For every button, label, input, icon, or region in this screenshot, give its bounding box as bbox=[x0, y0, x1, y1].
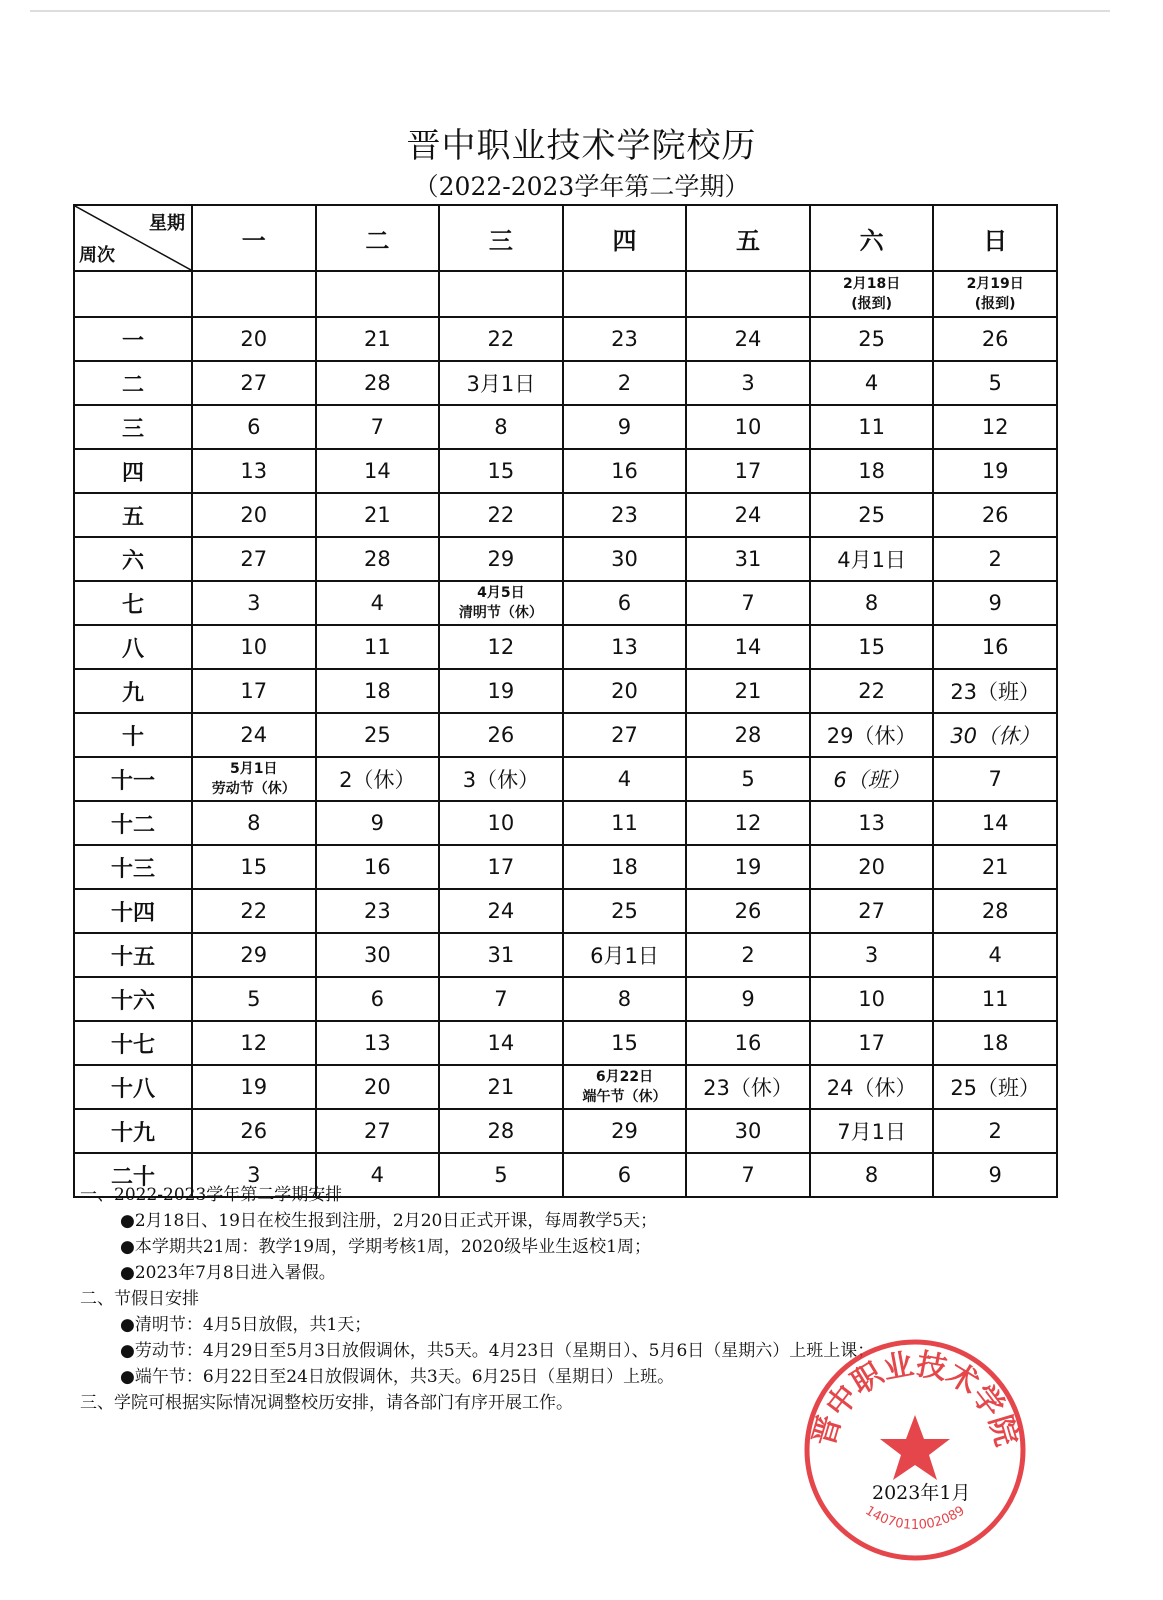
day-cell: 29 bbox=[439, 537, 563, 581]
day-cell: 3（休） bbox=[439, 757, 563, 801]
week-row bbox=[74, 977, 1057, 1021]
day-cell: 6 bbox=[316, 977, 440, 1021]
day-cell: 17 bbox=[192, 669, 316, 713]
day-cell: 23 bbox=[563, 317, 687, 361]
day-cell: 24 bbox=[439, 889, 563, 933]
week-number: 二十 bbox=[74, 1153, 192, 1197]
day-cell bbox=[686, 271, 810, 317]
week-row bbox=[74, 537, 1057, 581]
day-cell: 23（班） bbox=[933, 669, 1057, 713]
day-cell: 27 bbox=[316, 1109, 440, 1153]
week-number: 三 bbox=[74, 405, 192, 449]
day-cell: 21 bbox=[933, 845, 1057, 889]
week-number: 十九 bbox=[74, 1109, 192, 1153]
day-cell: 13 bbox=[563, 625, 687, 669]
day-cell: 30 bbox=[563, 537, 687, 581]
holiday-label: 5月1日 bbox=[230, 761, 278, 777]
weekday-sun: 日 bbox=[933, 205, 1057, 271]
day-cell bbox=[563, 271, 687, 317]
notes-bullet: ●2月18日、19日在校生报到注册，2月20日正式开课，每周教学5天； bbox=[120, 1211, 658, 1231]
week-number: 十一 bbox=[74, 757, 192, 801]
page-title: 晋中职业技术学院校历 bbox=[406, 126, 757, 166]
day-cell: 3 bbox=[810, 933, 934, 977]
weekday-fri: 五 bbox=[686, 205, 810, 271]
day-cell bbox=[192, 271, 316, 317]
registration-sun-date: 2月19日 bbox=[966, 276, 1024, 292]
day-cell: 19 bbox=[686, 845, 810, 889]
corner-weekday-label: 星期 bbox=[149, 213, 185, 234]
day-cell: 29 bbox=[192, 933, 316, 977]
day-cell: 27 bbox=[810, 889, 934, 933]
day-cell: 18 bbox=[810, 449, 934, 493]
notes-bullet: ●2023年7月8日进入暑假。 bbox=[120, 1263, 336, 1283]
week-number: 六 bbox=[74, 537, 192, 581]
day-cell: 14 bbox=[686, 625, 810, 669]
day-cell: 5 bbox=[686, 757, 810, 801]
registration-week-cell bbox=[74, 271, 192, 317]
weekday-sat: 六 bbox=[810, 205, 934, 271]
day-cell: 20 bbox=[316, 1065, 440, 1109]
day-cell: 20 bbox=[192, 493, 316, 537]
day-cell: 31 bbox=[686, 537, 810, 581]
day-cell: 17 bbox=[810, 1021, 934, 1065]
day-cell: 21 bbox=[316, 317, 440, 361]
calendar-table bbox=[73, 204, 1058, 1198]
weekday-header-row bbox=[74, 205, 1057, 271]
day-cell: 22 bbox=[810, 669, 934, 713]
day-cell: 10 bbox=[686, 405, 810, 449]
day-cell: 30（休） bbox=[933, 713, 1057, 757]
day-cell: 15 bbox=[192, 845, 316, 889]
week-row bbox=[74, 581, 1057, 625]
day-cell: 16 bbox=[316, 845, 440, 889]
day-cell: 3月1日 bbox=[439, 361, 563, 405]
week-row bbox=[74, 713, 1057, 757]
week-number: 十四 bbox=[74, 889, 192, 933]
day-cell: 17 bbox=[686, 449, 810, 493]
week-row bbox=[74, 317, 1057, 361]
day-cell: 12 bbox=[933, 405, 1057, 449]
day-cell: 25 bbox=[563, 889, 687, 933]
day-cell: 8 bbox=[439, 405, 563, 449]
holiday-label: 4月5日 bbox=[477, 585, 525, 601]
day-cell: 25 bbox=[316, 713, 440, 757]
day-cell: 22 bbox=[439, 493, 563, 537]
day-cell: 21 bbox=[439, 1065, 563, 1109]
day-cell: 20 bbox=[810, 845, 934, 889]
seal-code-text: 1407011002089 bbox=[862, 1503, 968, 1533]
day-cell: 15 bbox=[563, 1021, 687, 1065]
day-cell: 16 bbox=[563, 449, 687, 493]
day-cell: 8 bbox=[810, 581, 934, 625]
corner-week-label: 周次 bbox=[79, 245, 115, 266]
day-cell: 4 bbox=[810, 361, 934, 405]
week-number: 十八 bbox=[74, 1065, 192, 1109]
day-cell: 8 bbox=[810, 1153, 934, 1197]
day-cell: 25（班） bbox=[933, 1065, 1057, 1109]
day-cell: 27 bbox=[192, 361, 316, 405]
day-cell: 2 bbox=[933, 1109, 1057, 1153]
day-cell bbox=[192, 757, 316, 801]
day-cell: 3 bbox=[192, 581, 316, 625]
day-cell: 10 bbox=[439, 801, 563, 845]
holiday-label: 清明节（休） bbox=[458, 605, 543, 621]
day-cell: 6 bbox=[192, 405, 316, 449]
week-number: 二 bbox=[74, 361, 192, 405]
day-cell: 4 bbox=[316, 1153, 440, 1197]
day-cell: 26 bbox=[933, 493, 1057, 537]
day-cell: 22 bbox=[439, 317, 563, 361]
day-cell: 2（休） bbox=[316, 757, 440, 801]
day-cell: 26 bbox=[439, 713, 563, 757]
week-row bbox=[74, 493, 1057, 537]
day-cell: 31 bbox=[439, 933, 563, 977]
day-cell: 9 bbox=[933, 1153, 1057, 1197]
week-number: 十三 bbox=[74, 845, 192, 889]
week-row bbox=[74, 449, 1057, 493]
corner-cell bbox=[74, 205, 192, 271]
day-cell: 5 bbox=[439, 1153, 563, 1197]
day-cell: 27 bbox=[563, 713, 687, 757]
holiday-label: 端午节（休） bbox=[582, 1089, 667, 1105]
day-cell: 24 bbox=[686, 493, 810, 537]
issue-date: 2023年1月 bbox=[872, 1482, 971, 1504]
day-cell: 26 bbox=[686, 889, 810, 933]
week-row bbox=[74, 845, 1057, 889]
day-cell: 9 bbox=[933, 581, 1057, 625]
week-number: 十六 bbox=[74, 977, 192, 1021]
notes-heading-2: 二、节假日安排 bbox=[80, 1289, 199, 1309]
day-cell: 4 bbox=[563, 757, 687, 801]
day-cell bbox=[439, 581, 563, 625]
day-cell: 6 bbox=[563, 1153, 687, 1197]
day-cell: 12 bbox=[439, 625, 563, 669]
day-cell: 11 bbox=[810, 405, 934, 449]
day-cell: 21 bbox=[316, 493, 440, 537]
day-cell: 7 bbox=[686, 1153, 810, 1197]
day-cell: 13 bbox=[810, 801, 934, 845]
notes-bullet: ●清明节：4月5日放假，共1天； bbox=[120, 1315, 372, 1335]
day-cell: 9 bbox=[686, 977, 810, 1021]
weekday-wed: 三 bbox=[439, 205, 563, 271]
notes-heading-3: 三、学院可根据实际情况调整校历安排，请各部门有序开展工作。 bbox=[80, 1393, 573, 1413]
day-cell: 7月1日 bbox=[810, 1109, 934, 1153]
day-cell bbox=[563, 1065, 687, 1109]
week-number: 一 bbox=[74, 317, 192, 361]
day-cell: 29 bbox=[563, 1109, 687, 1153]
week-number: 八 bbox=[74, 625, 192, 669]
day-cell: 9 bbox=[563, 405, 687, 449]
day-cell: 9 bbox=[316, 801, 440, 845]
day-cell: 14 bbox=[439, 1021, 563, 1065]
day-cell: 3 bbox=[686, 361, 810, 405]
day-cell: 27 bbox=[192, 537, 316, 581]
week-number: 十五 bbox=[74, 933, 192, 977]
day-cell: 13 bbox=[316, 1021, 440, 1065]
day-cell: 2 bbox=[686, 933, 810, 977]
day-cell: 28 bbox=[439, 1109, 563, 1153]
day-cell: 30 bbox=[316, 933, 440, 977]
day-cell: 30 bbox=[686, 1109, 810, 1153]
day-cell: 7 bbox=[316, 405, 440, 449]
notes-bullet: ●劳动节：4月29日至5月3日放假调休，共5天。4月23日（星期日）、5月6日（星期六）上班上课； bbox=[120, 1341, 875, 1361]
registration-sat-note: (报到) bbox=[851, 296, 892, 312]
seal-name-text: 晋中职业技术学院 bbox=[806, 1346, 1024, 1451]
registration-sat-date: 2月18日 bbox=[842, 276, 901, 292]
day-cell: 13 bbox=[192, 449, 316, 493]
notes-bullet: ●本学期共21周：教学19周，学期考核1周，2020级毕业生返校1周； bbox=[120, 1237, 651, 1257]
week-number: 七 bbox=[74, 581, 192, 625]
week-number: 五 bbox=[74, 493, 192, 537]
weekday-mon: 一 bbox=[192, 205, 316, 271]
day-cell: 28 bbox=[316, 537, 440, 581]
day-cell: 11 bbox=[316, 625, 440, 669]
holiday-label: 劳动节（休） bbox=[211, 781, 296, 797]
day-cell: 28 bbox=[686, 713, 810, 757]
page-subtitle: （2022-2023学年第二学期） bbox=[413, 172, 750, 201]
holiday-label: 6月22日 bbox=[595, 1069, 654, 1085]
day-cell: 22 bbox=[192, 889, 316, 933]
day-cell: 19 bbox=[933, 449, 1057, 493]
day-cell: 12 bbox=[686, 801, 810, 845]
week-number: 四 bbox=[74, 449, 192, 493]
week-row bbox=[74, 361, 1057, 405]
registration-row bbox=[74, 271, 1057, 317]
day-cell bbox=[316, 271, 440, 317]
day-cell: 7 bbox=[439, 977, 563, 1021]
day-cell: 18 bbox=[316, 669, 440, 713]
day-cell: 24 bbox=[686, 317, 810, 361]
day-cell: 23 bbox=[316, 889, 440, 933]
day-cell: 2 bbox=[563, 361, 687, 405]
day-cell: 15 bbox=[810, 625, 934, 669]
week-number: 十二 bbox=[74, 801, 192, 845]
week-row bbox=[74, 801, 1057, 845]
day-cell: 2 bbox=[933, 537, 1057, 581]
day-cell: 8 bbox=[563, 977, 687, 1021]
registration-sun-cell bbox=[933, 271, 1057, 317]
day-cell: 14 bbox=[933, 801, 1057, 845]
day-cell: 16 bbox=[686, 1021, 810, 1065]
official-seal bbox=[800, 1335, 1030, 1565]
day-cell: 10 bbox=[192, 625, 316, 669]
day-cell: 20 bbox=[192, 317, 316, 361]
scan-edge-line bbox=[30, 10, 1110, 12]
day-cell: 29（休） bbox=[810, 713, 934, 757]
day-cell: 4 bbox=[933, 933, 1057, 977]
day-cell: 14 bbox=[316, 449, 440, 493]
week-row bbox=[74, 757, 1057, 801]
week-row bbox=[74, 1021, 1057, 1065]
day-cell: 25 bbox=[810, 493, 934, 537]
week-row bbox=[74, 405, 1057, 449]
day-cell: 24（休） bbox=[810, 1065, 934, 1109]
day-cell: 25 bbox=[810, 317, 934, 361]
day-cell: 16 bbox=[933, 625, 1057, 669]
week-row bbox=[74, 669, 1057, 713]
weekday-tue: 二 bbox=[316, 205, 440, 271]
day-cell: 3 bbox=[192, 1153, 316, 1197]
week-row bbox=[74, 889, 1057, 933]
day-cell: 7 bbox=[686, 581, 810, 625]
day-cell: 19 bbox=[439, 669, 563, 713]
day-cell: 5 bbox=[933, 361, 1057, 405]
seal-star bbox=[880, 1415, 950, 1480]
day-cell: 12 bbox=[192, 1021, 316, 1065]
weekday-thu: 四 bbox=[563, 205, 687, 271]
day-cell: 6（班） bbox=[810, 757, 934, 801]
registration-sun-note: (报到) bbox=[974, 296, 1016, 312]
week-row bbox=[74, 933, 1057, 977]
week-row bbox=[74, 625, 1057, 669]
day-cell: 23（休） bbox=[686, 1065, 810, 1109]
day-cell: 6 bbox=[563, 581, 687, 625]
week-number: 十七 bbox=[74, 1021, 192, 1065]
day-cell: 26 bbox=[933, 317, 1057, 361]
day-cell: 10 bbox=[810, 977, 934, 1021]
day-cell: 18 bbox=[563, 845, 687, 889]
day-cell: 28 bbox=[316, 361, 440, 405]
day-cell bbox=[439, 271, 563, 317]
day-cell: 19 bbox=[192, 1065, 316, 1109]
registration-sat-cell bbox=[810, 271, 934, 317]
day-cell: 18 bbox=[933, 1021, 1057, 1065]
day-cell: 8 bbox=[192, 801, 316, 845]
day-cell: 6月1日 bbox=[563, 933, 687, 977]
day-cell: 24 bbox=[192, 713, 316, 757]
day-cell: 5 bbox=[192, 977, 316, 1021]
day-cell: 28 bbox=[933, 889, 1057, 933]
day-cell: 26 bbox=[192, 1109, 316, 1153]
day-cell: 21 bbox=[686, 669, 810, 713]
notes-bullet: ●端午节：6月22日至24日放假调休，共3天。6月25日（星期日）上班。 bbox=[120, 1367, 675, 1387]
week-number: 九 bbox=[74, 669, 192, 713]
week-number: 十 bbox=[74, 713, 192, 757]
day-cell: 23 bbox=[563, 493, 687, 537]
day-cell: 4 bbox=[316, 581, 440, 625]
day-cell: 20 bbox=[563, 669, 687, 713]
day-cell: 17 bbox=[439, 845, 563, 889]
day-cell: 11 bbox=[933, 977, 1057, 1021]
day-cell: 4月1日 bbox=[810, 537, 934, 581]
notes-heading-1: 一、2022-2023学年第二学期安排 bbox=[80, 1185, 343, 1205]
week-row bbox=[74, 1065, 1057, 1109]
day-cell: 11 bbox=[563, 801, 687, 845]
day-cell: 15 bbox=[439, 449, 563, 493]
day-cell: 7 bbox=[933, 757, 1057, 801]
week-row bbox=[74, 1109, 1057, 1153]
